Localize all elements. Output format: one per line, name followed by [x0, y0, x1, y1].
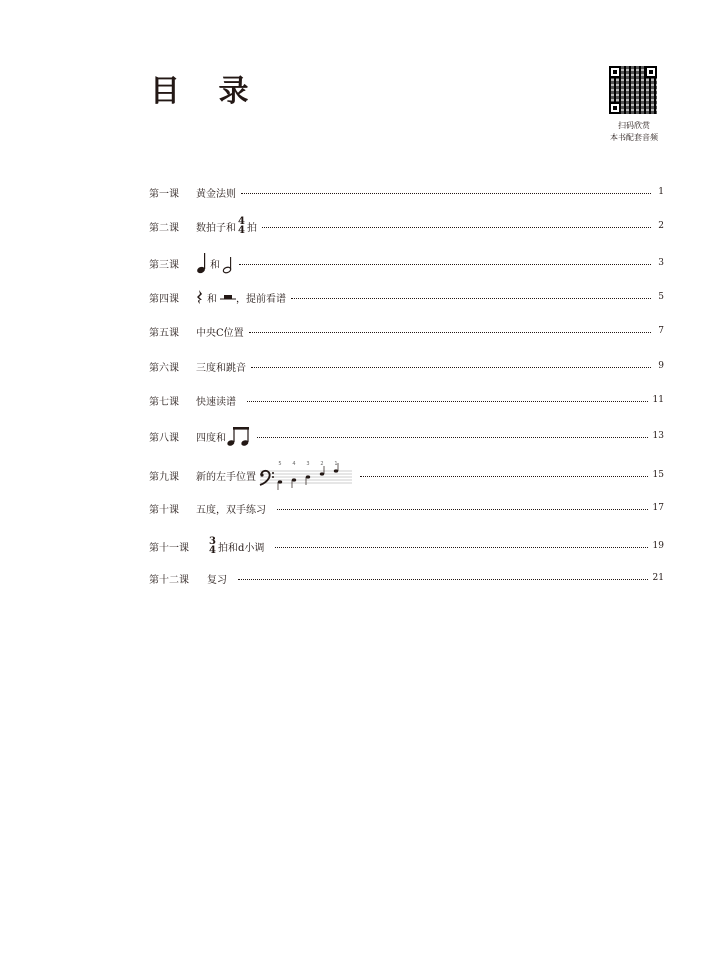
finger-number: 4: [292, 461, 296, 467]
toc-entry[interactable]: [149, 251, 664, 275]
lesson-number: 第十二课: [149, 574, 189, 586]
toc-entry[interactable]: [149, 424, 664, 448]
lesson-title-pre: 新的左手位置: [196, 471, 256, 483]
dot-leader: [247, 400, 648, 402]
toc-entry[interactable]: [149, 180, 664, 204]
finger-number: 2: [320, 461, 324, 467]
page-number: 1: [658, 187, 664, 197]
dot-leader: [239, 263, 651, 265]
lesson-title-mid: 和: [207, 293, 217, 305]
lesson-title: 五度，双手练习: [196, 504, 266, 516]
page-title: 目 录: [150, 74, 263, 109]
dot-leader: [257, 436, 648, 438]
lesson-title: 中央C位置: [196, 327, 244, 339]
dot-leader: [241, 192, 651, 194]
lesson-number: 第九课: [149, 471, 179, 483]
qr-finder: [609, 66, 621, 78]
page-number: 7: [658, 326, 664, 336]
qr-finder: [609, 102, 621, 114]
lesson-title: 快速读谱: [196, 396, 236, 408]
toc-entry[interactable]: [149, 319, 664, 343]
lesson-title: [196, 460, 352, 490]
lesson-number: 第二课: [149, 222, 179, 234]
page-number: 5: [658, 292, 664, 302]
eighth-notes-beamed-icon: [226, 425, 252, 447]
dot-leader: [275, 546, 647, 548]
lesson-title: [196, 251, 234, 275]
dot-leader: [262, 226, 651, 228]
toc-entry[interactable]: [149, 388, 664, 412]
quarter-note-icon: [196, 251, 208, 275]
lesson-title-pre: 数拍子和: [196, 222, 236, 234]
toc-entry[interactable]: [149, 566, 664, 590]
qr-code-icon[interactable]: [609, 66, 657, 114]
qr-caption-line2: 本书配套音频: [610, 133, 658, 142]
page-number: 11: [652, 395, 664, 405]
time-signature-bottom: 4: [209, 545, 216, 556]
finger-number: 3: [306, 461, 310, 467]
dot-leader: [251, 366, 651, 368]
toc-entry[interactable]: [149, 532, 664, 560]
lesson-number: 第六课: [149, 362, 179, 374]
lesson-title-pre: 四度和: [196, 432, 226, 444]
lesson-title: 复习: [207, 574, 227, 586]
page-number: 21: [652, 573, 664, 583]
page-number: 3: [658, 258, 664, 268]
lesson-number: 第五课: [149, 327, 179, 339]
dot-leader: [249, 331, 651, 333]
page-number: 9: [658, 361, 664, 371]
time-signature-top: 3: [209, 536, 216, 547]
page-number: 13: [652, 431, 664, 441]
lesson-title: [196, 289, 286, 305]
lesson-number: 第四课: [149, 293, 179, 305]
toc-entry[interactable]: [149, 214, 664, 238]
dot-leader: [360, 475, 648, 477]
page-number: 2: [658, 221, 664, 231]
lesson-title-post: 拍: [246, 222, 257, 234]
lesson-number: 第十课: [149, 504, 179, 516]
toc-entry[interactable]: [149, 496, 664, 520]
time-signature-top: 4: [238, 216, 245, 227]
finger-number: 1: [334, 461, 338, 467]
toc-entry[interactable]: [149, 354, 664, 378]
lesson-title-post: 拍和d小调: [217, 542, 265, 554]
lesson-title: 黄金法则: [196, 188, 236, 200]
lesson-number: 第三课: [149, 259, 179, 271]
half-rest-icon: [220, 292, 236, 302]
lesson-number: 第十一课: [149, 542, 189, 554]
toc-entry[interactable]: [149, 461, 664, 489]
toc-entry[interactable]: [149, 285, 664, 309]
lesson-title: [196, 217, 257, 235]
page-number: 15: [652, 470, 664, 480]
dot-leader: [277, 508, 648, 510]
time-signature-bottom: 4: [238, 225, 245, 236]
lesson-title-post: ，提前看谱: [236, 293, 286, 305]
page-number: 19: [652, 541, 664, 551]
lesson-number: 第一课: [149, 188, 179, 200]
dot-leader: [238, 578, 648, 580]
qr-caption-line1: 扫码欣赏: [618, 121, 650, 130]
lesson-number: 第七课: [149, 396, 179, 408]
lesson-title: [207, 537, 264, 555]
dot-leader: [291, 297, 651, 299]
time-signature: [209, 537, 216, 555]
finger-number: 5: [278, 461, 282, 467]
qr-finder: [645, 66, 657, 78]
time-signature: [238, 217, 245, 235]
quarter-rest-icon: [196, 289, 204, 305]
lesson-title: 三度和跳音: [196, 362, 246, 374]
lesson-title: [196, 425, 252, 447]
page-number: 17: [652, 503, 664, 513]
bass-clef-staff-icon: [256, 460, 352, 490]
half-note-icon: [222, 251, 234, 275]
lesson-number: 第八课: [149, 432, 179, 444]
lesson-title-mid: 和: [210, 259, 220, 271]
